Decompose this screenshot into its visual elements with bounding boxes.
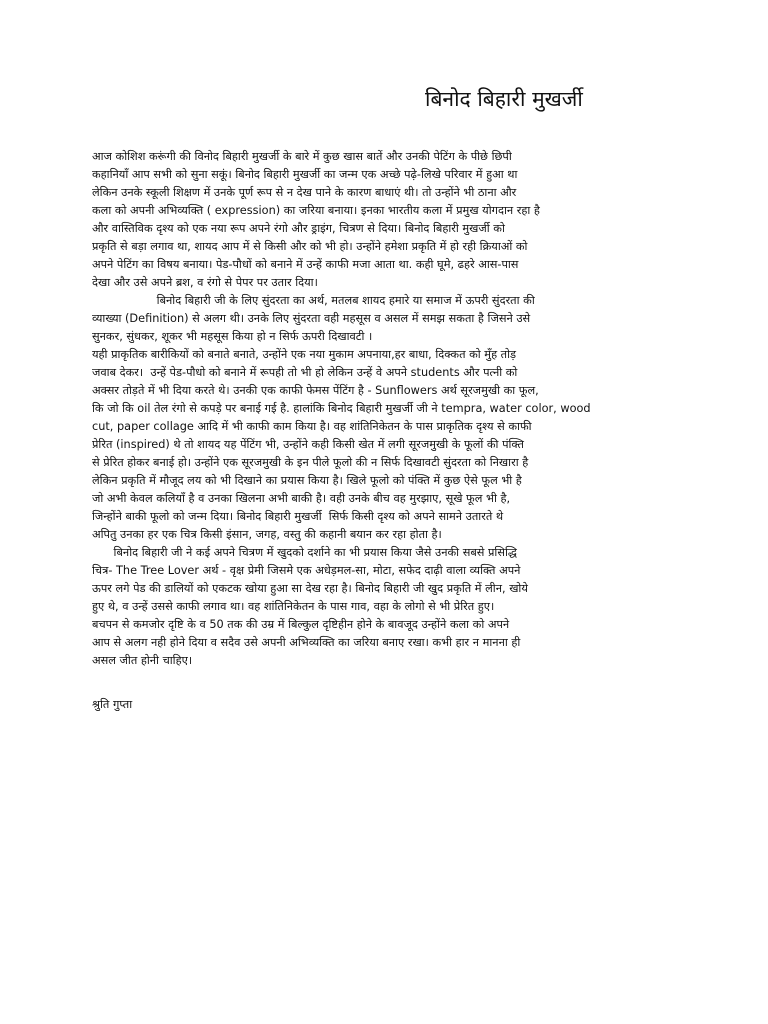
text-line: जो अभी केवल कलियाँ है व उनका खिलना अभी बाकी है। वही उनके बीच वह मुरझाए, सूखे फूल भी है,: [92, 492, 511, 505]
text-line: प्रकृति से बड़ा लगाव था, शायद आप में से किसी और को भी हो। उन्होंने हमेशा प्रकृति में हो रही क्रियाओं को: [92, 240, 528, 253]
text-line: जिन्होंने बाकी फूलो को जन्म दिया। बिनोद बिहारी मुखर्जी सिर्फ किसी दृश्य को अपने सामने उतारते थे: [92, 510, 504, 523]
text-line: असल जीत होनी चाहिए।: [92, 654, 193, 667]
text-line: कि जो कि oil तेल रंगो से कपड़े पर बनाई गई है. हालांकि बिनोद बिहारी मुखर्जी जी ने tempra, water color, wood: [92, 402, 591, 415]
text-line: लेकिन प्रकृति में मौजूद लय को भी दिखाने का प्रयास किया है। खिले फूलो को पंक्ति में कुछ ऐसे फूल भी है: [92, 474, 522, 487]
page-title: बिनोद बिहारी मुखर्जी: [425, 87, 583, 111]
text-line: देखा और उसे अपने ब्रश, व रंगो से पेपर पर उतार दिया।: [92, 276, 318, 289]
text-line: बिनोद बिहारी जी के लिए सुंदरता का अर्थ, मतलब शायद हमारे या समाज में ऊपरी सुंदरता की: [92, 294, 535, 307]
text-line: कला को अपनी अभिव्यक्ति ( expression) का जरिया बनाया। इनका भारतीय कला में प्रमुख योगदान रहा है: [92, 204, 540, 217]
text-line: ऊपर लगे पेड की डालियों को एकटक खोया हुआ सा देख रहा है। बिनोद बिहारी जी खुद प्रकृति में लीन, खोये: [92, 582, 528, 595]
author-signature: श्रुति गुप्ता: [92, 698, 133, 711]
text-line: अक्सर तोड़ते में भी दिया करते थे। उनकी एक काफी फेमस पेंटिंग है - Sunflowers अर्थ सूरजमुखी का फूल,: [92, 384, 539, 397]
text-line: चित्र- The Tree Lover अर्थ - वृक्ष प्रेमी जिसमे एक अधेड़मल-सा, मोटा, सफेद दाढ़ी वाला व्यक्ति अपने: [92, 564, 521, 577]
text-line: कहानियाँ आप सभी को सुना सकूं। बिनोद बिहारी मुखर्जी का जन्म एक अच्छे पढ़े-लिखे परिवार में हुआ था: [92, 168, 518, 181]
text-line: बचपन से कमजोर दृष्टि के व 50 तक की उम्र में बिल्कुल दृष्टिहीन होने के बावजूद उन्होंने कला को अपने: [92, 618, 510, 631]
text-line: आप से अलग नही होने दिया व सदैव उसे अपनी अभिव्यक्ति का जरिया बनाए रखा। कभी हार न मानना ही: [92, 636, 521, 649]
article-body: [92, 148, 672, 670]
text-line: अपने पेटिंग का विषय बनाया। पेड-पौधों को बनाने में उन्हें काफी मजा आता था. कही घूमे, ढहरे आस-पास: [92, 258, 519, 271]
text-line: लेकिन उनके स्कूली शिक्षण में उनके पूर्ण रूप से न देख पाने के कारण बाधाएं थी। तो उन्होंने भी ठाना और: [92, 186, 517, 199]
text-line: बिनोद बिहारी जी ने कई अपने चित्रण में खुदको दर्शाने का भी प्रयास किया जैसे उनकी सबसे प्रसिद्धि: [92, 546, 517, 559]
text-line: अपितु उनका हर एक चित्र किसी इंसान, जगह, वस्तु की कहानी बयान कर रहा होता है।: [92, 528, 442, 541]
text-line: सुनकर, सुंधकर, शूकर भी महसूस किया हो न सिर्फ ऊपरी दिखावटी ।: [92, 330, 373, 343]
text-line: यही प्राकृतिक बारीकियों को बनाते बनाते, उन्होंने एक नया मुकाम अपनाया,हर बाधा, दिक्कत को मुँह तोड़: [92, 348, 517, 361]
text-line: आज कोशिश करूंगी की विनोद बिहारी मुखर्जी के बारे में कुछ खास बातें और उनकी पेटिंग के पीछे छिपी: [92, 150, 512, 163]
text-line: प्रेरित (inspired) थे तो शायद यह पेंटिंग भी, उन्होंने कही किसी खेत में लगी सूरजमुखी के फूलों की पंक्ति: [92, 438, 524, 451]
text-line: जवाब देकर। उन्हें पेड-पौधो को बनाने में रूपही तो भी हो लेकिन उन्हें वे अपने students और पत्नी को: [92, 366, 518, 379]
text-line: से प्रेरित होकर बनाई हो। उन्होंने एक सूरजमुखी के इन पीले फूलो की न सिर्फ दिखावटी सुंदरता को निखारा है: [92, 456, 529, 469]
text-line: व्याख्या (Definition) से अलग थी। उनके लिए सुंदरता वही महसूस व असल में समझ सकता है जिसने उसे: [92, 312, 531, 325]
text-line: cut, paper collage आदि में भी काफी काम किया है। वह शांतिनिकेतन के पास प्राकृतिक दृश्य से काफी: [92, 420, 532, 433]
text-line: हुए थे, व उन्हें उससे काफी लगाव था। वह शांतिनिकेतन के पास गाव, वहा के लोगो से भी प्रेरित हुए।: [92, 600, 495, 613]
text-line: और वास्तिविक दृश्य को एक नया रूप अपने रंगो और ड्राइंग, चित्रण से दिया। बिनोद बिहारी मुखर्जी को: [92, 222, 505, 235]
